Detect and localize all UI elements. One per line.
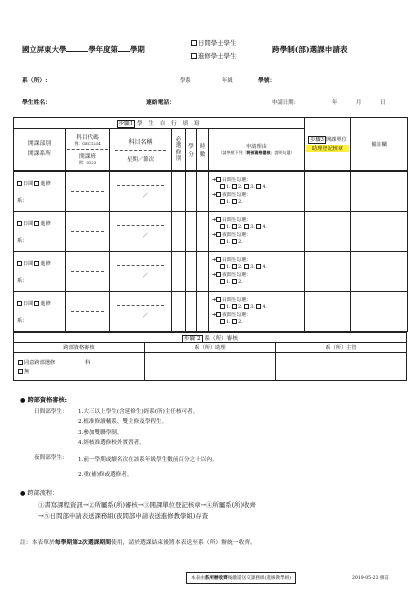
row-credit[interactable]	[186, 172, 197, 212]
flow	[38, 500, 400, 521]
row-slash: ／	[142, 232, 149, 239]
form-title: 跨學制(部)選課申請表	[272, 45, 348, 54]
col-credit: 學分	[186, 129, 197, 171]
col-reason	[209, 129, 305, 171]
reason-day-label: 日間生勾選：	[222, 177, 251, 183]
row-req[interactable]	[172, 292, 186, 332]
reason-day-num: 3.	[250, 265, 255, 271]
checkbox-none[interactable]	[18, 369, 23, 374]
row-checkbox-day[interactable]	[17, 301, 22, 306]
student-id-label: 學號：	[258, 78, 276, 84]
opt-day[interactable]	[191, 38, 236, 47]
audit-head: 系（所）主管	[276, 343, 407, 353]
step2-badge: 步驟 2	[184, 335, 201, 342]
reason-day-option[interactable]	[256, 304, 261, 309]
row-credit[interactable]	[186, 292, 197, 332]
audit-dept-sign[interactable]	[145, 353, 276, 381]
row-unit-sign[interactable]	[305, 252, 351, 292]
date-year: 年	[332, 100, 338, 106]
reason-note3: 」說明勾選）	[270, 150, 295, 155]
col-week: 星期／節次	[127, 156, 154, 163]
audit-options	[14, 353, 145, 381]
reason-day-num: 4.	[262, 185, 267, 191]
row-opt-day: 日間	[23, 180, 34, 187]
reason-day-option[interactable]	[220, 304, 225, 309]
row-opt-cont: 進修	[40, 220, 51, 227]
reason-day-option[interactable]	[256, 224, 261, 229]
notes	[20, 395, 400, 546]
reason-day-label: 日間生勾選：	[222, 217, 251, 223]
reason-day-num: 2.	[238, 185, 243, 191]
table-row	[14, 252, 408, 292]
reason-cont-box[interactable]	[216, 192, 221, 197]
row-reason: ➔ 日間生勾選： 1. 2. 3. 4. ➔ 夜間生勾選： 1. 2.	[209, 212, 305, 252]
stamp-pre: 本表由	[191, 576, 205, 581]
step3-cell	[305, 118, 351, 171]
course-rows-table	[13, 171, 408, 332]
reason-day-box[interactable]	[216, 297, 221, 302]
audit-none[interactable]	[18, 368, 143, 375]
col-code	[66, 129, 110, 171]
reason-cont-label: 夜間生勾選：	[222, 272, 251, 278]
row-dept	[14, 212, 66, 252]
reason-day-num: 3.	[250, 225, 255, 231]
reason-day-num: 3.	[250, 305, 255, 311]
row-credit[interactable]	[186, 212, 197, 252]
row-dept	[14, 252, 66, 292]
reason-cont-option[interactable]	[232, 279, 237, 284]
row-hours[interactable]	[197, 172, 209, 212]
row-credit[interactable]	[186, 252, 197, 292]
reason-cont-option[interactable]	[220, 239, 225, 244]
reason-day-option[interactable]	[232, 264, 237, 269]
flow-line1: ①書寫課程資訊→②所屬系(所)審核→③開課單位登記核章→④所屬系(所)收齊	[38, 501, 256, 510]
audit-table	[13, 332, 407, 381]
unit-dept: 學系	[180, 78, 191, 84]
flow-title-text: 跨部流程：	[27, 490, 59, 498]
course-table	[13, 117, 408, 171]
footnote-post: 使用，請於選課結束後將本表送至系（所）辦統一收齊。	[111, 539, 256, 546]
school-name	[22, 44, 145, 55]
reason-day-box[interactable]	[216, 177, 221, 182]
col-name-label: 科目名稱	[128, 138, 153, 146]
row-dept	[14, 172, 66, 212]
student-type-options	[191, 38, 236, 60]
step1-badge: 步驟1	[118, 121, 134, 127]
reason-day-num: 1.	[226, 265, 231, 271]
term-blank[interactable]	[118, 51, 130, 52]
reason-day-num: 2.	[238, 225, 243, 231]
stamp-post: 後繳還送交課務組(進修教學組)	[227, 576, 292, 581]
row-remark[interactable]	[351, 172, 408, 212]
student-name-label: 學生姓名：	[22, 100, 51, 106]
footnote	[20, 537, 400, 546]
row-code[interactable]	[66, 252, 110, 292]
year-blank[interactable]	[66, 51, 88, 52]
reason-day-option[interactable]	[220, 184, 225, 189]
step1-header	[14, 118, 305, 129]
phone-label: 連絡電話：	[146, 100, 175, 106]
reason-cont-num: 2.	[238, 199, 243, 205]
reason-day-num: 3.	[250, 185, 255, 191]
reason-day-option[interactable]	[256, 184, 261, 189]
reason-day-num: 1.	[226, 225, 231, 231]
reason-day-option[interactable]	[232, 224, 237, 229]
reason-cont-num: 2.	[238, 239, 243, 245]
reason-day-option[interactable]	[232, 304, 237, 309]
reason-day-label: 日間生勾選：	[222, 257, 251, 263]
year-label: 學年度第	[88, 45, 118, 54]
step1-title: 學 生 自 行 填 寫	[137, 121, 202, 127]
table-row	[14, 172, 408, 212]
row-checkbox-day[interactable]	[17, 261, 22, 266]
step2-header	[14, 333, 407, 343]
row-opt-day: 日間	[23, 220, 34, 227]
row-slash: ／	[142, 272, 149, 279]
reason-cont-label: 夜間生勾選：	[222, 312, 251, 318]
row-name[interactable]	[110, 212, 172, 252]
step1-row	[14, 118, 408, 129]
row-name[interactable]	[110, 252, 172, 292]
reason-cont-num: 2.	[238, 319, 243, 325]
night-label: 夜間部學生：	[34, 455, 68, 462]
row-req[interactable]	[172, 172, 186, 212]
school-label: 國立屏東大學	[22, 45, 67, 54]
col-class: 開課班	[79, 154, 96, 160]
row-dept	[14, 292, 66, 332]
reason-cont-box[interactable]	[216, 272, 221, 277]
day-rule-item: 3.參加雙聯學制。	[78, 429, 123, 436]
row-name[interactable]	[110, 172, 172, 212]
day-rule-item: 4.經核准選修校外實習者。	[78, 440, 145, 447]
reason-day-num: 4.	[262, 225, 267, 231]
reason-day-box[interactable]	[216, 257, 221, 262]
row-opt-day: 日間	[23, 260, 34, 267]
day-rules	[34, 407, 400, 448]
row-dept-label: 系:	[17, 237, 24, 244]
reason-day-option[interactable]	[244, 264, 249, 269]
table-row	[14, 212, 408, 252]
reason-day-num: 1.	[226, 305, 231, 311]
audit-qual: 跨部資格審核	[14, 343, 145, 353]
col-class-ex: 例：0123	[78, 160, 97, 165]
reason-cont-label: 夜間生勾選：	[222, 232, 251, 238]
checkbox-cont[interactable]	[191, 53, 197, 59]
reason-note2: 跨部資格審核	[246, 150, 271, 155]
reason-cont-num: 1.	[226, 319, 231, 325]
date-day: 日	[380, 100, 386, 106]
row-unit-sign[interactable]	[305, 292, 351, 332]
day-rule-item: 2.植准修讀輔系、雙主修及學程生。	[78, 419, 168, 426]
row-hours[interactable]	[197, 212, 209, 252]
reason-cont-num: 1.	[226, 199, 231, 205]
reason-day-num: 1.	[226, 185, 231, 191]
col-remark: 備註欄	[351, 118, 408, 171]
day-items	[78, 407, 198, 448]
revision: 2019-05-23 修訂	[352, 576, 390, 581]
reason-day-option[interactable]	[220, 224, 225, 229]
date-month: 月	[356, 100, 362, 106]
reason-cont-num: 1.	[226, 239, 231, 245]
row-opt-cont: 進修	[40, 300, 51, 307]
row-hours[interactable]	[197, 292, 209, 332]
col-req: 必選修別	[172, 129, 186, 171]
row-unit-sign[interactable]	[305, 212, 351, 252]
row-unit-sign[interactable]	[305, 172, 351, 212]
col-hours: 時數	[197, 129, 209, 171]
row-dept-label: 系:	[17, 277, 24, 284]
checkbox-agree[interactable]	[18, 360, 23, 365]
step2-title: 系（所）審核	[204, 335, 238, 342]
reason-cont-option[interactable]	[220, 319, 225, 324]
col-unit-sign: 助理登記核章	[306, 145, 349, 152]
apply-date-label: 申請日期：	[272, 100, 299, 106]
course-rows	[13, 171, 407, 332]
row-req[interactable]	[172, 212, 186, 252]
row-checkbox-cont[interactable]	[34, 221, 39, 226]
reason-note1: （請參照下列「	[218, 150, 247, 155]
audit-head-sign[interactable]	[276, 353, 407, 381]
row-remark[interactable]	[351, 212, 408, 252]
qual-title-text: 跨部資格審核:	[27, 397, 67, 404]
day-rule-item: 1.大三以上學生(含延修生)經系(所)主任核可者。	[78, 409, 199, 415]
reason-day-option[interactable]	[256, 264, 261, 269]
reason-cont-option[interactable]	[232, 199, 237, 204]
reason-cont-box[interactable]	[216, 232, 221, 237]
night-rule-item: 1.前一學期或續名次在該系年級學生數前百分之十以內。	[78, 457, 218, 464]
row-checkbox-cont[interactable]	[34, 181, 39, 186]
row-checkbox-day[interactable]	[17, 181, 22, 186]
reason-day-num: 4.	[262, 265, 267, 271]
col-code-ex: 例：GEC1234	[74, 141, 101, 146]
reason-day-label: 日間生勾選：	[222, 297, 251, 303]
stamp-bold: 系所辦收齊	[204, 576, 228, 581]
audit-agree[interactable]	[18, 359, 143, 366]
qual-title: ● 跨部資格審核:	[20, 397, 67, 404]
reason-day-num: 4.	[262, 305, 267, 311]
unit-year: 年級	[222, 78, 233, 84]
opt-cont[interactable]	[191, 51, 236, 60]
reason-day-box[interactable]	[216, 217, 221, 222]
reason-day-num: 2.	[238, 305, 243, 311]
row-remark[interactable]	[351, 252, 408, 292]
row-dept-label: 系:	[17, 317, 24, 324]
col-dept: 開課部別 開課系所	[14, 129, 66, 171]
row-checkbox-day[interactable]	[17, 221, 22, 226]
reason-day-option[interactable]	[244, 184, 249, 189]
course-table-wrap	[13, 117, 407, 381]
col-code-top: 科目代碼	[76, 135, 99, 141]
reason-day-option[interactable]	[220, 264, 225, 269]
flow-line2: →⑤日間部申請表送課務組(夜間部申請表送進修教學組)存查	[38, 511, 209, 520]
row-code[interactable]	[66, 172, 110, 212]
reason-cont-box[interactable]	[216, 312, 221, 317]
footnote-pre: 註：本表單於	[20, 539, 55, 546]
row-req[interactable]	[172, 252, 186, 292]
reason-day-num: 2.	[238, 265, 243, 271]
audit-none-label: 無	[24, 368, 30, 375]
row-code[interactable]	[66, 292, 110, 332]
reason-day-option[interactable]	[244, 224, 249, 229]
stamp-note	[186, 572, 296, 584]
row-opt-cont: 進修	[40, 260, 51, 267]
reason-cont-option[interactable]	[232, 239, 237, 244]
row-checkbox-cont[interactable]	[34, 301, 39, 306]
row-opt-cont: 進修	[40, 180, 51, 187]
term-label: 學期	[129, 45, 145, 54]
audit-unit: 科	[85, 359, 91, 366]
row-dept-label: 系:	[17, 197, 24, 204]
audit-dept: 系（所）助理	[145, 343, 276, 353]
row-reason: ➔ 日間生勾選： 1. 2. 3. 4. ➔ 夜間生勾選： 1. 2.	[209, 252, 305, 292]
row-opt-day: 日間	[23, 300, 34, 307]
reason-cont-num: 1.	[226, 279, 231, 285]
row-hours[interactable]	[197, 252, 209, 292]
step3-badge: 步驟3	[310, 137, 324, 143]
row-checkbox-cont[interactable]	[34, 261, 39, 266]
night-items	[78, 453, 218, 482]
reason-cont-option[interactable]	[220, 199, 225, 204]
checkbox-day[interactable]	[191, 40, 197, 46]
audit-agree-label: 同意跨部選修	[24, 359, 56, 366]
night-rules	[34, 453, 400, 482]
reason-day-option[interactable]	[244, 304, 249, 309]
dept-label: 系（所）:	[22, 78, 48, 84]
table-row	[14, 292, 408, 332]
reason-day-option[interactable]	[232, 184, 237, 189]
day-label: 日間部學生：	[34, 409, 68, 415]
row-slash: ／	[142, 312, 149, 319]
col-reason-label: 申請理由	[246, 144, 267, 150]
row-slash: ／	[142, 192, 149, 199]
reason-cont-label: 夜間生勾選：	[222, 192, 251, 198]
flow-title: ● 跨部流程：	[20, 490, 59, 498]
night-rule-item: 2.重(補)修或選修者。	[78, 471, 133, 478]
reason-cont-option[interactable]	[232, 319, 237, 324]
opt-cont-label: 進修學士學生	[198, 52, 237, 60]
row-remark[interactable]	[351, 292, 408, 332]
row-reason: ➔ 日間生勾選： 1. 2. 3. 4. ➔ 夜間生勾選： 1. 2.	[209, 292, 305, 332]
footnote-bold: 每學期第2次選課期間	[54, 539, 112, 546]
col-unit: 開課單位	[325, 137, 347, 143]
opt-day-label: 日間學士學生	[198, 39, 237, 47]
row-code[interactable]	[66, 212, 110, 252]
col-name	[110, 129, 172, 171]
row-name[interactable]	[110, 292, 172, 332]
reason-cont-num: 2.	[238, 279, 243, 285]
reason-cont-option[interactable]	[220, 279, 225, 284]
row-reason: ➔ 日間生勾選： 1. 2. 3. 4. ➔ 夜間生勾選： 1. 2.	[209, 172, 305, 212]
